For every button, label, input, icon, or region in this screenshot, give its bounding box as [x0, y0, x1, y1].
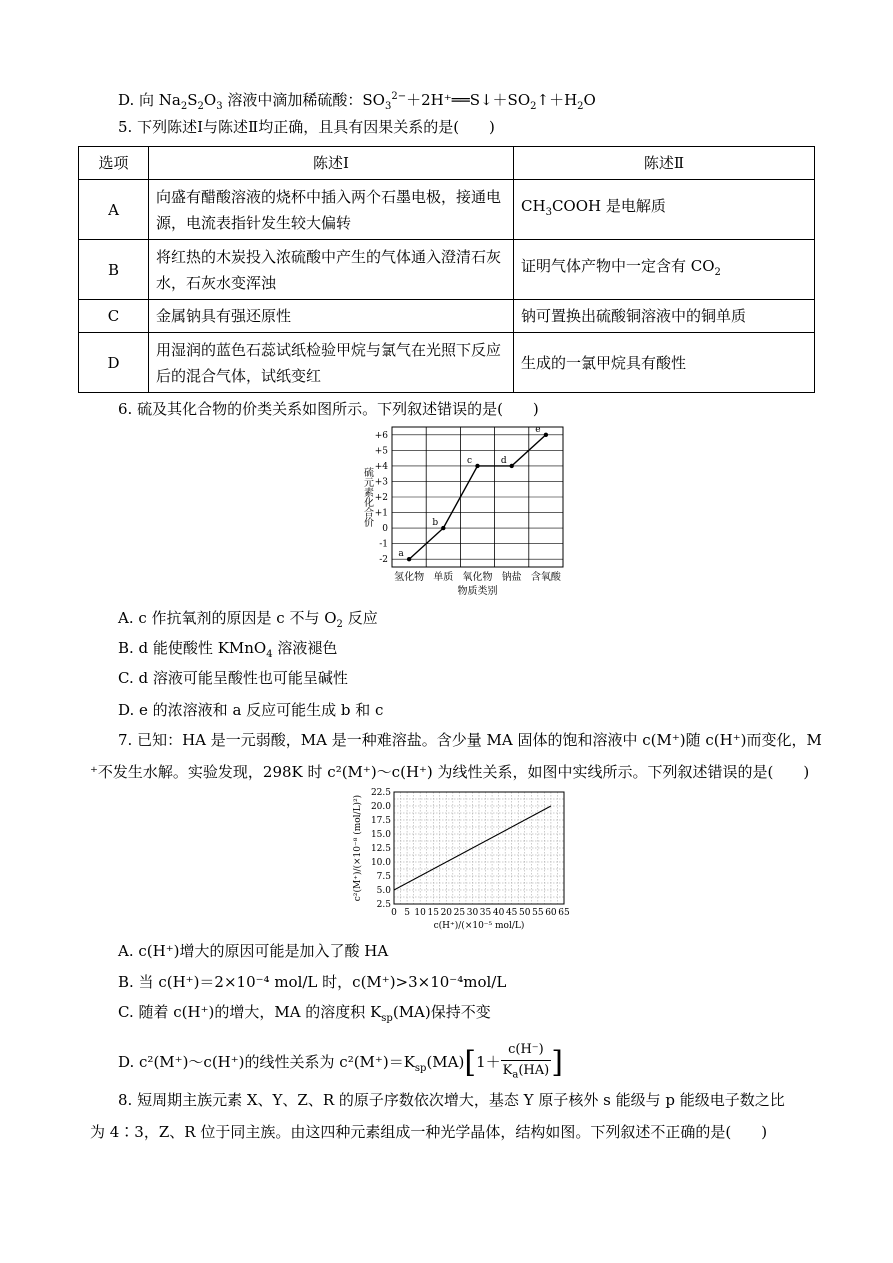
q7-option-d: D. c²(M⁺)～c(H⁺)的线性关系为 $c^2(M^+)=K_{sp}(MA)[1+$ $\frac{c(H^-)}{K_a(HA)}$ ] — [118, 1042, 563, 1081]
q6-option-c: C. d 溶液可能呈酸性也可能呈碱性 — [118, 669, 348, 687]
x-tick-label: 15 — [427, 908, 439, 918]
point-label: a — [398, 549, 404, 560]
y-tick-label: +4 — [374, 461, 388, 472]
data-point-d — [510, 464, 514, 468]
x-axis-label: c(H⁺)/(×10⁻⁵ mol/L) — [433, 921, 525, 931]
table-header-row — [79, 147, 815, 180]
x-axis-label: 物质类别 — [457, 586, 498, 597]
point-label: b — [432, 518, 439, 529]
y-tick-label: 20.0 — [370, 802, 391, 812]
q6-option-d: D. e 的浓溶液和 a 反应可能生成 b 和 c — [118, 701, 384, 719]
y-tick-label: +3 — [374, 477, 388, 488]
x-tick-label: 60 — [545, 908, 557, 918]
y-tick-label: -1 — [379, 539, 388, 550]
x-tick-label: 10 — [414, 908, 426, 918]
y-tick-label: +1 — [374, 508, 388, 519]
y-tick-label: 10.0 — [370, 858, 391, 868]
q7-stem-line1: 7. 已知：HA 是一元弱酸，MA 是一种难溶盐。含少量 MA 固体的饱和溶液中 c(M⁺)随 c(H⁺)而变化，M — [118, 731, 822, 749]
y-tick-label: -2 — [379, 555, 388, 566]
header-statement-2: 陈述Ⅱ — [514, 147, 815, 180]
q7-stem-line2: ⁺不发生水解。实验发现，298K 时 c²(M⁺)～c(H⁺) 为线性关系，如图中实线所示。下列叙述错误的是( ) — [90, 763, 810, 781]
y-tick-label: +2 — [374, 493, 388, 503]
table-row: A 向盛有醋酸溶液的烧杯中插入两个石墨电极，接通电源，电流表指针发生较大偏转 $CH_3COOH$ 是电解质 — [79, 180, 815, 240]
y-tick-label: 12.5 — [370, 844, 391, 854]
x-tick-label: 单质 — [433, 572, 454, 583]
x-tick-label: 含氧酸 — [530, 572, 561, 583]
q7-option-b: B. 当 c(H⁺)＝2×10⁻⁴ mol/L 时，c(M⁺)>3×10⁻⁴mol/L — [118, 973, 507, 991]
y-tick-label: 17.5 — [370, 816, 391, 826]
data-point-c — [475, 464, 479, 468]
y-tick-label: 2.5 — [376, 900, 391, 910]
x-tick-label: 40 — [492, 908, 505, 918]
point-label: c — [466, 455, 473, 466]
x-tick-label: 65 — [558, 908, 570, 918]
y-tick-label: 22.5 — [370, 788, 391, 798]
q6-option-b: B. d 能使酸性 KMnO$_4$ 溶液褪色 — [118, 639, 338, 660]
x-tick-label: 35 — [479, 908, 492, 918]
c2m-vs-ch-chart — [350, 786, 580, 936]
point-label: e — [535, 424, 541, 435]
q5-table — [78, 146, 815, 393]
table-row: D 用湿润的蓝色石蕊试纸检验甲烷与氯气在光照下反应后的混合气体，试纸变红 生成的一氯甲烷具有酸性 — [79, 333, 815, 393]
data-point-b — [441, 526, 445, 530]
y-tick-label: 5.0 — [376, 886, 391, 896]
y-tick-label: 0 — [382, 524, 388, 535]
x-tick-label: 25 — [453, 908, 466, 918]
x-tick-label: 钠盐 — [501, 572, 522, 583]
x-tick-label: 氧化物 — [462, 572, 493, 583]
q8-stem-line1: 8. 短周期主族元素 X、Y、Z、R 的原子序数依次增大，基态 Y 原子核外 s 能级与 p 能级电子数之比 — [118, 1091, 785, 1109]
option-d-prev: D. 向 $Na_2S_2O_3$ 溶液中滴加稀硫酸：$SO_3^{2-}+2H^+══S↓+SO_2↑+H_2O$ — [118, 91, 596, 112]
q6-stem: 6. 硫及其化合物的价类关系如图所示。下列叙述错误的是( ) — [118, 400, 539, 418]
q7-option-c: C. 随着 c(H⁺)的增大，MA 的溶度积 $K_{sp}(MA)$保持不变 — [118, 1003, 491, 1024]
x-tick-label: 20 — [440, 908, 453, 918]
x-tick-label: 45 — [505, 908, 518, 918]
q5-stem: 5. 下列陈述Ⅰ与陈述Ⅱ均正确，且具有因果关系的是( ) — [118, 118, 495, 136]
header-statement-1: 陈述Ⅰ — [149, 147, 514, 180]
q7-option-a: A. c(H⁺)增大的原因可能是加入了酸 HA — [118, 942, 389, 960]
x-tick-label: 0 — [391, 908, 397, 918]
x-tick-label: 氢化物 — [394, 572, 425, 583]
data-point-a — [407, 557, 411, 561]
y-tick-label: +5 — [374, 446, 388, 457]
table-row: B 将红热的木炭投入浓硫酸中产生的气体通入澄清石灰水，石灰水变浑浊 证明气体产物中一定含有 $CO_2$ — [79, 240, 815, 300]
x-tick-label: 55 — [532, 908, 544, 918]
point-label: d — [500, 455, 507, 466]
y-axis-label: 硫元素化合价 — [361, 467, 373, 527]
q8-stem-line2: 为 4∶3，Z、R 位于同主族。由这四种元素组成一种光学晶体，结构如图。下列叙述不正确的是( ) — [90, 1123, 768, 1141]
y-tick-label: +6 — [374, 430, 388, 441]
y-tick-label: 15.0 — [370, 830, 391, 840]
header-option: 选项 — [79, 147, 149, 180]
data-point-e — [544, 433, 548, 437]
y-axis-label: c²(M⁺)/(×10⁻⁸ (mol/L)²) — [353, 794, 363, 902]
y-tick-label: 7.5 — [376, 872, 391, 882]
x-tick-label: 30 — [466, 908, 479, 918]
sulfur-valence-chart — [355, 420, 580, 600]
q6-option-a: A. c 作抗氧剂的原因是 c 不与 $O_2$ 反应 — [118, 609, 378, 630]
x-tick-label: 5 — [404, 908, 410, 918]
table-row: C 金属钠具有强还原性 钠可置换出硫酸铜溶液中的铜单质 — [79, 300, 815, 333]
x-tick-label: 50 — [519, 908, 531, 918]
